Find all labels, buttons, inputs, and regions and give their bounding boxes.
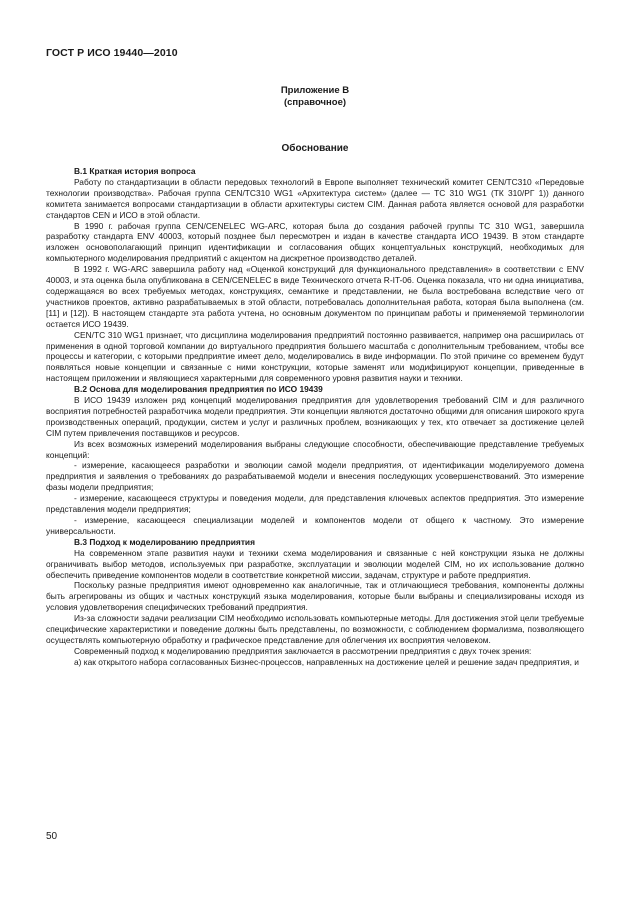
body-paragraph: а) как открытого набора согласованных Бизнес-процессов, направленных на достижение целей и решение задач предприятия, и [74,656,579,667]
section-title: Обоснование [281,143,349,154]
body-paragraph: - измерение, касающееся разработки и эволюции самой модели предприятия, от идентификации моделируемого домена предприятия и заявления о требованиях до разрабатываемой модели и внесения последующих усовершенствований. Это измерение фазы модели предприятия; [46,460,584,493]
standard-header: ГОСТ Р ИСО 19440—2010 [46,47,178,59]
page-number: 50 [46,831,58,842]
body-paragraph: Поскольку разные предприятия имеют одновременно как аналогичные, так и отличающиеся требования, компоненты должны быть агрегированы из общих и частных конструкций языка моделирования, которые были выбраны и специализированы исходя из условия удовлетворения специфических требований предприятия. [46,580,584,613]
body-paragraph: Работу по стандартизации в области передовых технологий в Европе выполняет технический комитет CEN/TC310 «Передовые технологии производства». Рабочая группа CEN/TC310 WG1 «Архитектура систем» (далее — ТС 310 WG1 (ТК 310/РГ 1)) данного комитета занимается вопросами стандартизации в области архитектуры систем CIM. Данная работа является основой для разработки стандартов CEN и ИСО в этой области. [46,176,584,220]
body-paragraph: На современном этапе развития науки и техники схема моделирования и связанные с ней конструкции языка не должны ограничивать выбор методов, используемых при разработке, эксплуатации и эволюции моделей CIM, но их использование должно обеспечить приведение компонентов модели в соответствие конкретной миссии, задачам, структуре и работе предприятия. [46,547,584,580]
body-paragraph: Из всех возможных измерений моделирования выбраны следующие способности, обеспечивающие представление требуемых концепций: [46,438,584,460]
body-paragraph: - измерение, касающееся структуры и поведения модели, для представления ключевых аспектов предприятия. Это измерение представления модели предприятия; [46,493,584,515]
subsection-heading: В.1 Краткая история вопроса [74,166,196,176]
body-paragraph: В 1992 г. WG-ARC завершила работу над «Оценкой конструкций для функционального представления» в соответствии с ENV 40003, и эта оценка была опубликована в CEN/CENELEC в виде Технического отчета R-IT-06. Оценка показала, что ни одна инициатива, содержащаяся во всех требуемых методах, конструкциях, семантике и представлении, не была востребована вследствие чего от участников проектов, активно разрабатываемых в этой области, потребовалась дополнительная работа, которая была выполнена (см. [11] и [12]). В настоящем стандарте эта работа учтена, но основным документом по принципам работы и применяемой терминологии остается ИСО 19439. [46,264,584,329]
body-paragraph: В ИСО 19439 изложен ряд концепций моделирования предприятия для удовлетворения требований CIM и для различного восприятия потребностей разработчика модели предприятия. Эти концепции являются достаточно общими для описания широкого круга производственных операций, продукции, систем и услуг и различных проблем, возникающих у тех, кто отвечает за достижение целей CIM путем привлечения поставщиков и ресурсов. [46,395,584,438]
annex-subtitle: (справочное) [283,97,347,108]
body-paragraph: Современный подход к моделированию предприятия заключается в рассмотрении предприятия с двух точек зрения: [74,645,532,656]
body-paragraph: Из-за сложности задачи реализации CIM необходимо использовать компьютерные методы. Для достижения этой цели требуемые специфические характеристики и поведение должны быть представлены, по возможности, с соблюдением формализма, позволяющего осуществлять компьютерную обработку и графическое представление для облегчения их восприятия человеком. [46,613,584,645]
annex-title: Приложение В [280,85,350,96]
subsection-heading: В.3 Подход к моделированию предприятия [74,536,255,547]
subsection-heading: В.2 Основа для моделирования предприятия по ИСО 19439 [74,384,323,395]
body-paragraph: В 1990 г. рабочая группа CEN/CENELEC WG-ARC, которая была до создания рабочей группы ТС 310 WG1, завершила разработку стандарта ENV 40003, который позднее был пересмотрен и издан в качестве стандарта ИСО 19439. В этом стандарте изложен основополагающий принцип идентификации и согласования общих концептуальных конструкций, необходимых для компьютерного моделирования предприятий с акцентом на дискретное производство деталей. [46,220,584,264]
document-body [46,166,584,668]
body-paragraph: - измерение, касающееся специализации моделей и компонентов модели от общего к частному. Это измерение универсальности. [46,515,584,536]
body-paragraph: CEN/TC 310 WG1 признает, что дисциплина моделирования предприятий постоянно развивается, например она расширилась от применения в одной торговой компании до виртуального предприятия большего масштаба с дополнительным требованием, чтобы все процессы и категории, с которыми предприятие имеет дело, моделировались в виде информации. По этой причине со временем будут появляться новые концепции и связанные с ними конструкции, которые заменят или модифицируют концепции, приведенные в настоящем приложении и являющиеся характерными для современного уровня развития науки и техники. [46,329,584,384]
